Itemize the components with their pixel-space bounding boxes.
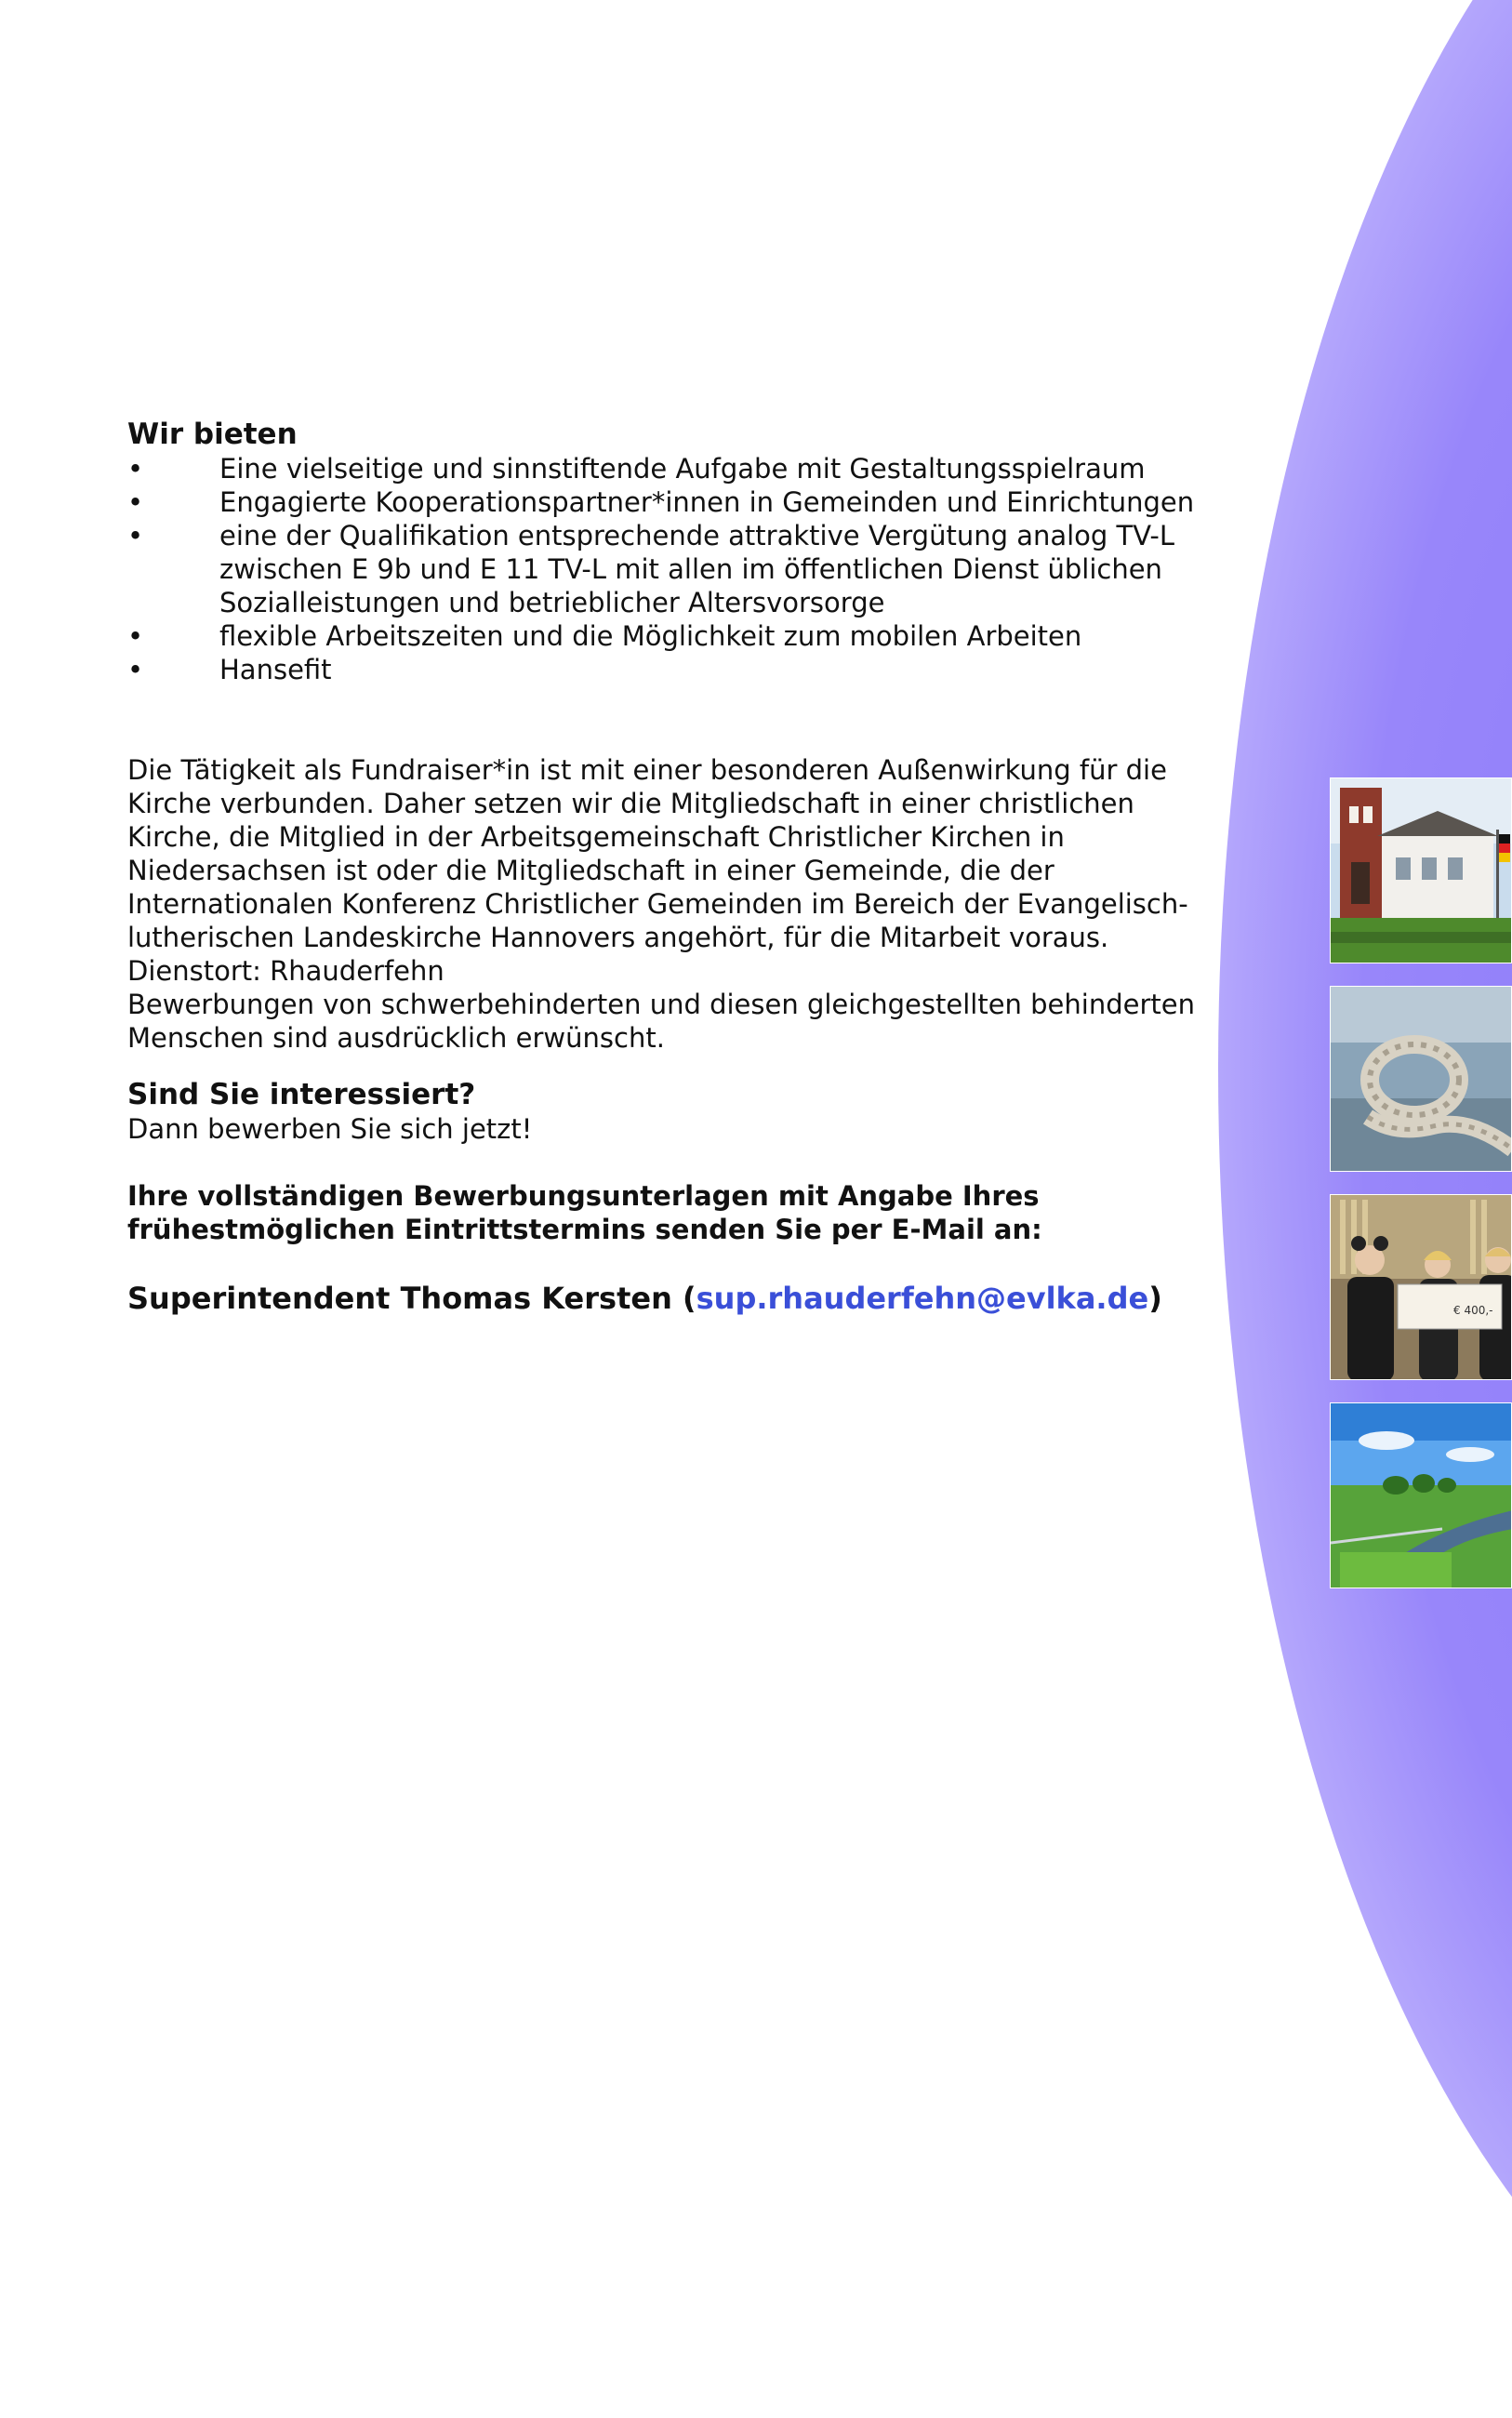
bullet-icon: • [127, 620, 144, 652]
work-location: Dienstort: Rhauderfehn [127, 955, 444, 987]
building-illustration [1331, 778, 1512, 963]
building-photo [1330, 777, 1512, 963]
bullet-icon: • [127, 486, 144, 518]
list-item: • flexible Arbeitszeiten und die Möglichkeit zum mobilen Arbeiten [127, 620, 1082, 652]
donation-illustration [1331, 1195, 1512, 1380]
interest-text: Dann bewerben Sie sich jetzt! [127, 1113, 533, 1145]
list-item: • Engagierte Kooperationspartner*innen in Gemeinden und Einrichtungen [127, 486, 1195, 518]
landscape-photo [1330, 1402, 1512, 1588]
bullet-icon: • [127, 654, 144, 685]
bullet-icon: • [127, 520, 144, 551]
bullet-icon: • [127, 453, 144, 485]
offer-heading: Wir bieten [127, 418, 298, 451]
requirements-text: Die Tätigkeit als Fundraiser*in ist mit einer besonderen Außenwirkung für die Kirche verbunden. Daher setzen wir die Mitgliedschaft in einer christlichen Kirche, die Mitglied in der Arbeitsgemeinschaft Christlicher Kirchen in Niedersachsen ist oder die Mitgliedschaft in einer Gemeinde, die der Internationalen Konferenz Christlicher Gemeinden im Bereich der Evangelisch-lutherischen Landeskirche Hannovers angehört, für die Mitarbeit voraus. [127, 754, 1188, 953]
list-item: • eine der Qualifikation entsprechende attraktive Vergütung analog TV-L zwischen E 9b und E 11 TV-L mit allen im öffentlichen Dienst üblichen Sozialleistungen und betrieblicher Altersvorsorge [127, 520, 1175, 618]
rope-illustration [1331, 987, 1512, 1172]
contact-line: Superintendent Thomas Kersten (sup.rhauderfehn@evlka.de) [127, 1281, 1162, 1316]
contact-name: Superintendent Thomas Kersten [127, 1281, 672, 1316]
rope-photo [1330, 986, 1512, 1172]
offer-list [127, 452, 1225, 686]
landscape-illustration [1331, 1403, 1512, 1588]
interest-heading: Sind Sie interessiert? [127, 1078, 476, 1111]
donation-photo [1330, 1194, 1512, 1380]
list-item: • Hansefit [127, 654, 332, 685]
check-amount: € 400,- [1453, 1304, 1493, 1317]
email-link[interactable]: sup.rhauderfehn@evlka.de [696, 1281, 1149, 1316]
job-ad-content [127, 417, 1225, 1317]
disability-note: Bewerbungen von schwerbehinderten und diesen gleichgestellten behinderten Menschen sind ausdrücklich erwünscht. [127, 989, 1195, 1054]
list-item: • Eine vielseitige und sinnstiftende Aufgabe mit Gestaltungsspielraum [127, 453, 1146, 485]
application-instructions: Ihre vollständigen Bewerbungsunterlagen mit Angabe Ihres frühestmöglichen Eintrittstermins senden Sie per E-Mail an: [127, 1180, 1042, 1245]
